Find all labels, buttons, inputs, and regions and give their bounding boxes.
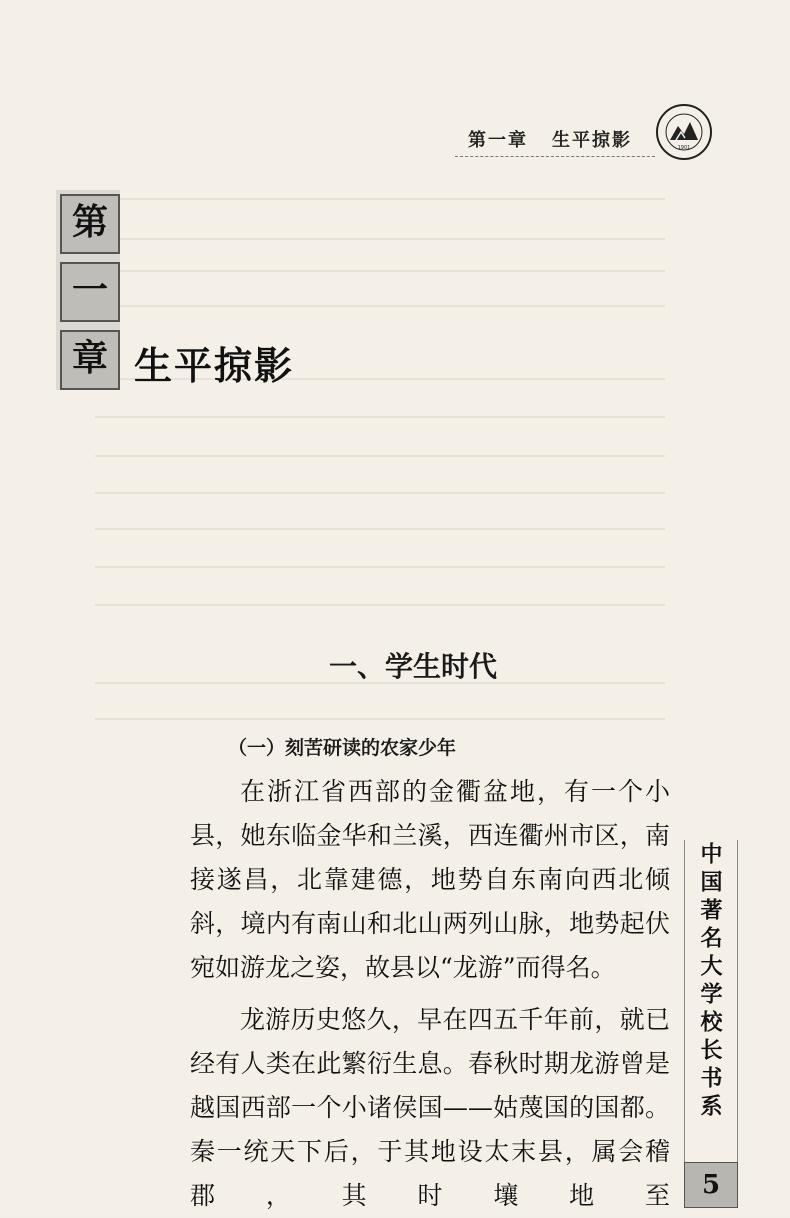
- running-header: [468, 126, 632, 152]
- running-header-chapter: 第一章: [468, 130, 528, 151]
- section-title: 一、学生时代: [328, 650, 497, 683]
- body-text: [190, 770, 670, 1218]
- paragraph-2: 龙游历史悠久，早在四五千年前，就已经有人类在此繁衍生息。春秋时期龙游曾是越国西部一个小诸侯国——姑蔑国的国都。秦一统天下后，于其地设太末县，属会稽郡，其时壤地至: [190, 1005, 670, 1210]
- paragraph-1: 在浙江省西部的金衢盆地，有一个小县，她东临金华和兰溪，西连衢州市区，南接遂昌，北靠建德，地势自东南向西北倾斜，境内有南山和北山两列山脉，地势起伏宛如游龙之姿，故县以“龙游”而得名。: [190, 777, 670, 982]
- chapter-title: 生平掠影: [134, 344, 295, 388]
- logo-year: 1901: [677, 145, 691, 151]
- university-seal-logo: [654, 102, 714, 162]
- section-subtitle: （一）刻苦研读的农家少年: [228, 737, 457, 759]
- page-number: 5: [684, 1162, 738, 1208]
- chapter-char-1: 第: [60, 194, 120, 254]
- header-rule: [455, 156, 655, 157]
- running-header-title: 生平掠影: [552, 130, 632, 151]
- chapter-char-3: 章: [60, 330, 120, 390]
- chapter-char-2: 一: [60, 262, 120, 322]
- series-title: 中国著名大学校长书系: [697, 842, 723, 1122]
